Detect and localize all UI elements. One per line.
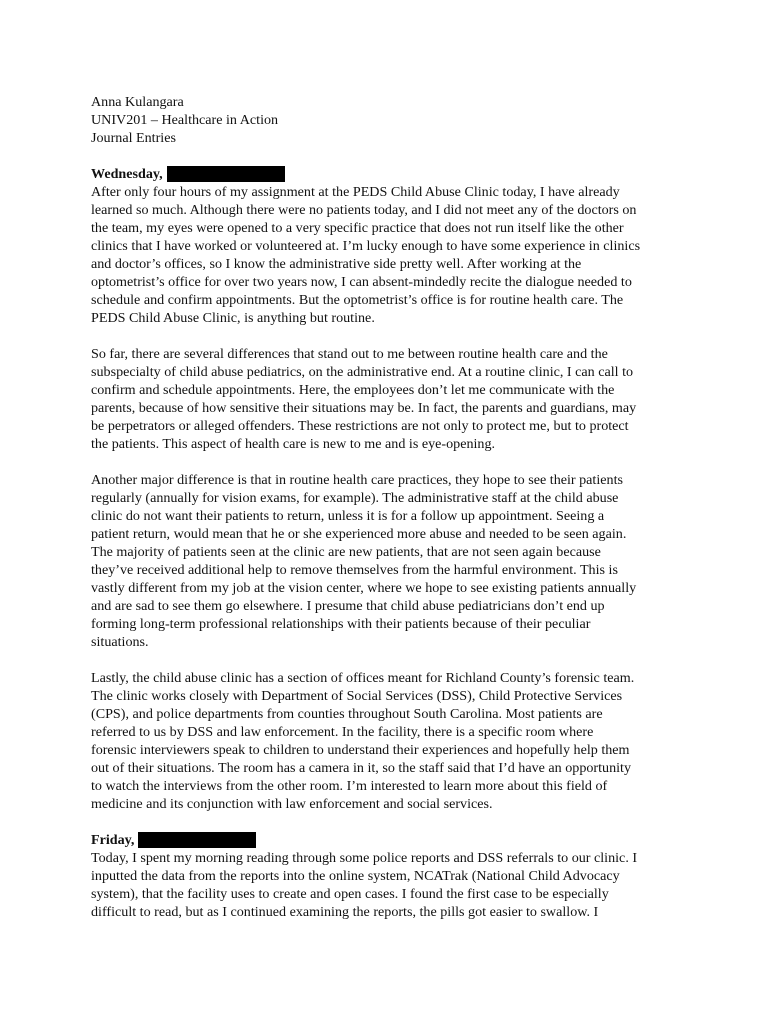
paragraph-line: confirm and schedule appointments. Here, the employees don’t let me communicate with the: [91, 382, 615, 398]
paragraph-line: and doctor’s offices, so I know the administrative side pretty well. After working at the: [91, 256, 582, 272]
paragraph-line: be perpetrators or alleged offenders. These restrictions are not only to protect me, but to protect: [91, 418, 629, 434]
author-name: Anna Kulangara: [91, 94, 184, 110]
paragraph-line: PEDS Child Abuse Clinic, is anything but routine.: [91, 310, 375, 326]
course-title: UNIV201 – Healthcare in Action: [91, 112, 279, 128]
entry-paragraph: [91, 345, 681, 453]
paragraph-line: clinic do not want their patients to return, unless it is for a follow up appointment. Seeing a: [91, 508, 605, 524]
paragraph-line: forensic interviewers speak to children to understand their experiences and hopefully help them: [91, 742, 630, 758]
spacer: [91, 147, 681, 165]
document-type: Journal Entries: [91, 130, 176, 146]
redacted-date-bar: [167, 166, 285, 182]
paragraph-line: Today, I spent my morning reading through some police reports and DSS referrals to our clinic. I: [91, 850, 638, 866]
paragraph-line: parents, because of how sensitive their situations may be. In fact, the parents and guardians, may: [91, 400, 637, 416]
paragraph-line: Lastly, the child abuse clinic has a section of offices meant for Richland County’s forensic team.: [91, 670, 635, 686]
journal-entries: [91, 165, 681, 921]
paragraph-line: regularly (annually for vision exams, for example). The administrative staff at the child abuse: [91, 490, 619, 506]
paragraph-line: forming long-term professional relationships with their patients because of their peculiar: [91, 616, 591, 632]
paragraph-line: they’ve received additional help to remove themselves from the harmful environment. This is: [91, 562, 618, 578]
paragraph-line: (CPS), and police departments from counties throughout South Carolina. Most patients are: [91, 706, 603, 722]
entry-paragraph: [91, 183, 681, 327]
paragraph-line: patient return, would mean that he or she experienced more abuse and needed to be seen again.: [91, 526, 627, 542]
paragraph-line: learned so much. Although there were no patients today, and I did not meet any of the doctors on: [91, 202, 637, 218]
document-page: [91, 93, 681, 939]
entry-heading: [91, 831, 681, 849]
paragraph-line: system), that the facility uses to create and open cases. I found the first case to be especially: [91, 886, 609, 902]
paragraph-line: optometrist’s office for over two years now, I can absent-mindedly recite the dialogue needed to: [91, 274, 632, 290]
paragraph-line: situations.: [91, 634, 149, 650]
entry-paragraph: [91, 849, 681, 921]
paragraph-line: Another major difference is that in routine health care practices, they hope to see their patients: [91, 472, 623, 488]
paragraph-line: to watch the interviews from the other room. I’m interested to learn more about this field of: [91, 778, 608, 794]
redacted-date-bar: [138, 832, 256, 848]
paragraph-line: referred to us by DSS and law enforcement. In the facility, there is a specific room where: [91, 724, 594, 740]
paragraph-line: schedule and confirm appointments. But the optometrist’s office is for routine health care. The: [91, 292, 624, 308]
paragraph-line: medicine and its conjunction with law enforcement and social services.: [91, 796, 493, 812]
paragraph-line: the team, my eyes were opened to a very specific practice that does not run itself like the other: [91, 220, 624, 236]
entry-heading: [91, 165, 681, 183]
entry-paragraph: [91, 471, 681, 651]
paragraph-line: and are sad to see them go elsewhere. I presume that child abuse pediatricians don’t end up: [91, 598, 605, 614]
paragraph-line: subspecialty of child abuse pediatrics, on the administrative end. At a routine clinic, I can call to: [91, 364, 634, 380]
paragraph-line: vastly different from my job at the vision center, where we hope to see existing patients annually: [91, 580, 637, 596]
paragraph-line: difficult to read, but as I continued examining the reports, the pills got easier to swallow. I: [91, 904, 599, 920]
paragraph-line: clinics that I have worked or volunteered at. I’m lucky enough to have some experience in clinics: [91, 238, 641, 254]
paragraph-line: The majority of patients seen at the clinic are new patients, that are not seen again because: [91, 544, 601, 560]
entry-day-label: Wednesday,: [91, 166, 163, 182]
entry-paragraph: [91, 669, 681, 813]
paragraph-line: The clinic works closely with Department of Social Services (DSS), Child Protective Services: [91, 688, 623, 704]
entry-day-label: Friday,: [91, 832, 135, 848]
paragraph-line: inputted the data from the reports into the online system, NCATrak (National Child Advocacy: [91, 868, 620, 884]
paragraph-line: So far, there are several differences that stand out to me between routine health care and the: [91, 346, 608, 362]
paragraph-line: the patients. This aspect of health care is new to me and is eye-opening.: [91, 436, 496, 452]
paragraph-line: out of their situations. The room has a camera in it, so the staff said that I’d have an opportunity: [91, 760, 632, 776]
paragraph-line: After only four hours of my assignment at the PEDS Child Abuse Clinic today, I have already: [91, 184, 620, 200]
